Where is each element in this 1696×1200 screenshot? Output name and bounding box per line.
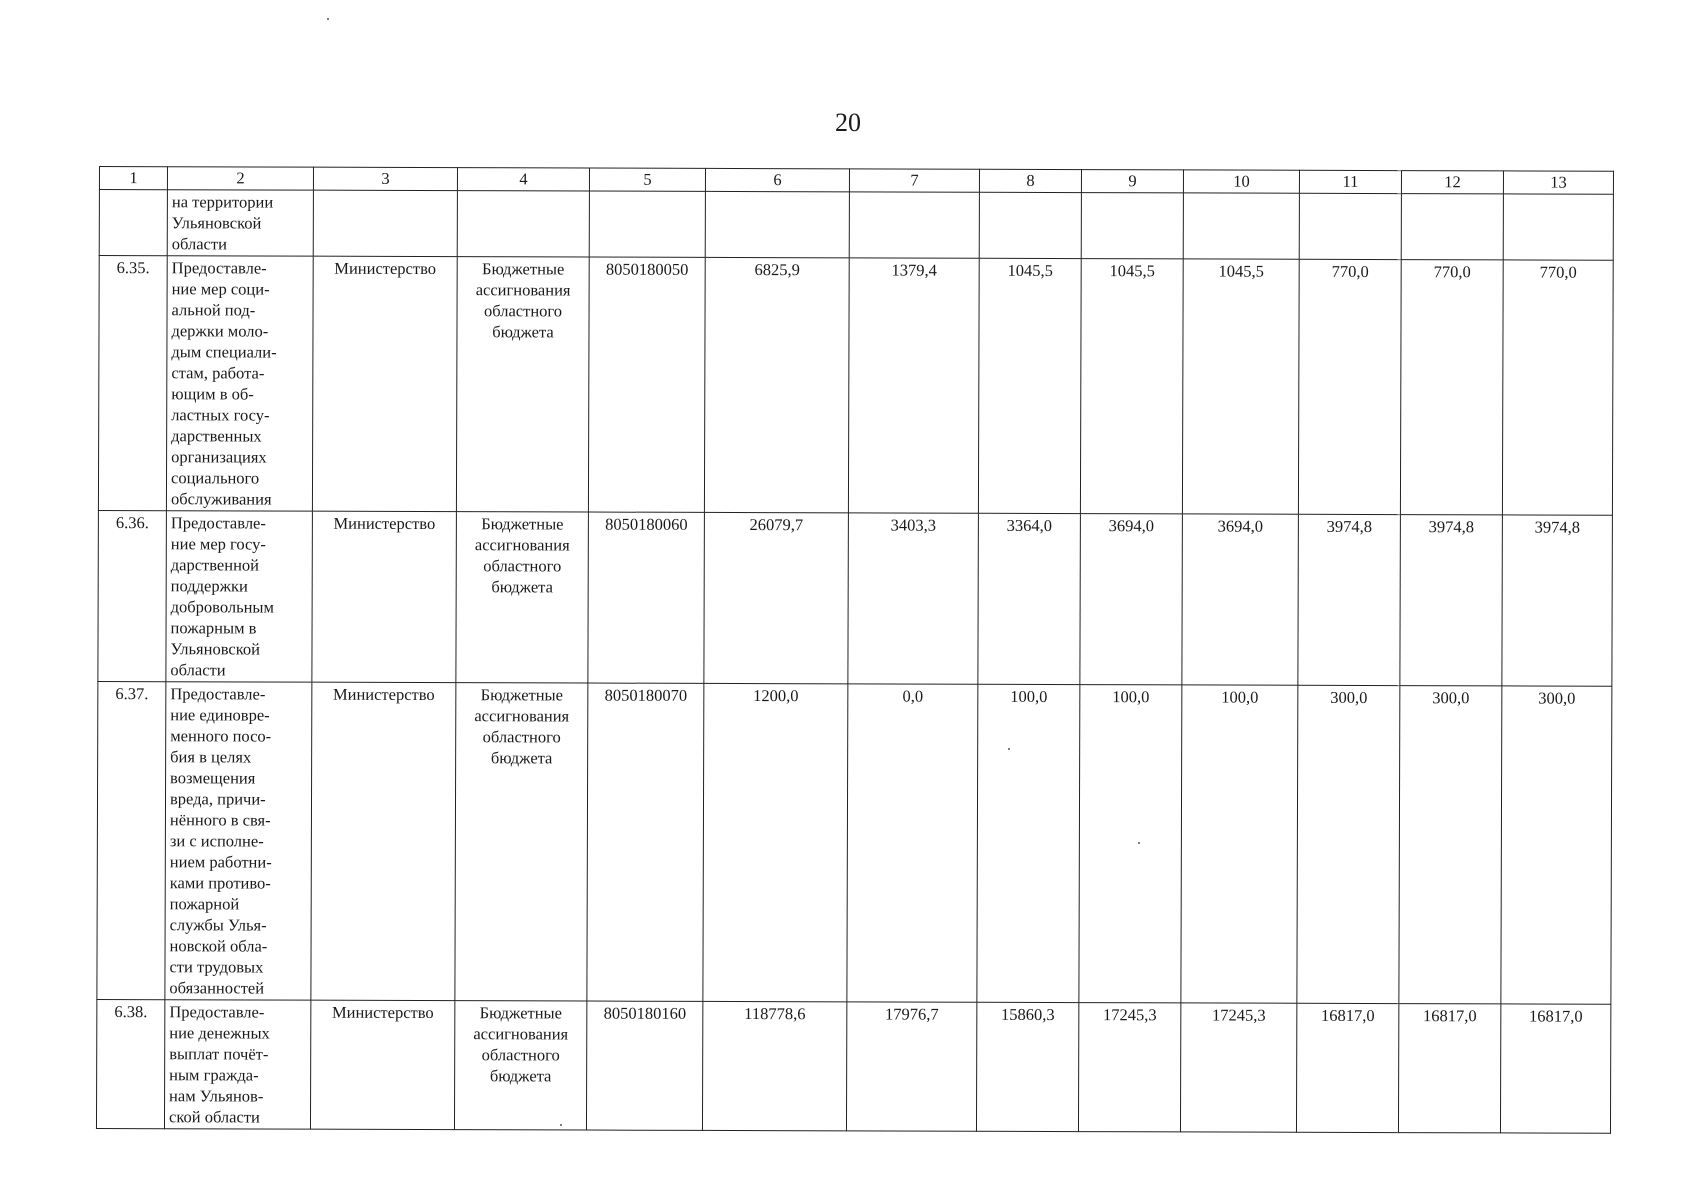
source-cell [456,257,589,512]
name-line: ющим в об- [171,384,254,404]
name-line: Предоставле- [170,513,266,533]
source-line: ассигнования [473,1024,569,1044]
name-line: области [170,660,226,680]
table-row [96,999,1610,1133]
empty-cell [849,192,979,258]
value-cell: 118778,6 [702,1001,846,1130]
name-line: поддержки [170,576,248,596]
source-line: ассигнования [474,706,570,726]
source-line: Бюджетные [481,259,565,279]
name-line: пожарной [169,894,240,914]
empty-cell [313,190,457,256]
value-cell: 300,0 [1297,685,1400,1003]
name-line: альной под- [171,300,256,320]
name-line: сти трудовых [169,957,264,977]
source-line: бюджета [492,322,554,342]
name-line: Ульяновской [171,213,262,233]
header-cell: 1 [99,167,167,190]
row-number-cell: 6.35. [98,256,167,511]
empty-cell [457,191,589,257]
source-line: Бюджетные [479,1003,563,1023]
source-line: Бюджетные [481,514,564,534]
header-cell: 7 [849,169,979,192]
header-cell: 8 [979,169,1081,192]
source-line: бюджета [489,1066,552,1086]
row-name-cell [165,682,312,1000]
empty-cell [1183,193,1299,259]
name-line: дарственных [171,426,262,446]
name-line: ние мер госу- [170,534,266,554]
name-line: организациях [171,447,267,467]
code-cell: 8050180070 [587,683,704,1001]
name-line: новской обла- [169,936,268,956]
value-cell: 3974,8 [1502,515,1613,686]
name-line: ным гражда- [169,1065,259,1085]
name-line: ние денежных [169,1023,270,1043]
value-cell: 1379,4 [848,258,979,513]
value-cell: 26079,7 [704,512,849,683]
name-line: области [171,234,227,254]
row-number-cell: 6.38. [96,999,164,1128]
empty-cell [1503,194,1613,260]
page-number: 20 [835,108,861,137]
value-cell: 3403,3 [848,513,979,684]
executor-cell: Министерство [312,256,457,511]
empty-cell [979,192,1081,258]
executor-cell: Министерство [310,1000,454,1129]
value-cell: 6825,9 [704,257,849,512]
value-cell: 100,0 [1079,685,1182,1003]
value-cell: 1045,5 [978,258,1081,513]
header-cell: 6 [705,168,849,191]
row-number-cell [99,190,167,256]
executor-cell: Министерство [311,682,456,1000]
budget-table [96,166,1614,1134]
empty-cell [705,191,849,257]
scan-speck [1008,748,1010,750]
name-line: держки моло- [171,321,269,341]
source-cell [454,1001,586,1130]
value-cell: 3974,8 [1298,514,1401,685]
header-cell: 10 [1183,170,1299,193]
value-cell: 300,0 [1399,686,1502,1004]
source-line: ассигнования [475,280,571,300]
name-line: пожарным в [170,618,257,638]
scan-speck [1138,842,1140,844]
name-line: ние мер соци- [171,279,270,299]
name-line: менного посо- [170,726,272,746]
name-line: Предоставле- [171,258,267,278]
value-cell: 300,0 [1501,686,1612,1004]
header-cell: 5 [589,168,705,191]
value-cell: 1200,0 [703,683,848,1001]
header-cell: 12 [1401,171,1503,194]
scan-speck [560,1124,562,1126]
name-line: ние единовре- [170,705,270,725]
empty-cell [1081,193,1183,259]
value-cell: 17245,3 [1078,1003,1180,1132]
source-line: областного [484,301,563,321]
source-line: областного [483,556,562,576]
name-line: ками противо- [169,873,271,893]
name-line: нием работни- [169,852,272,872]
name-line: дым специали- [171,342,277,362]
scan-speck [327,18,329,20]
name-line: Предоставле- [169,1002,265,1022]
value-cell: 100,0 [977,684,1080,1002]
source-line: ассигнования [474,535,570,555]
value-cell: 15860,3 [976,1002,1078,1131]
source-line: Бюджетные [480,685,564,705]
name-line: Ульяновской [170,639,261,659]
name-line: нённого в свя- [169,810,271,830]
continuation-row [99,190,1613,261]
row-name-cell [164,1000,310,1129]
name-line: нам Ульянов- [169,1086,264,1106]
value-cell: 0,0 [847,684,978,1002]
name-line: возмещения [170,768,256,788]
name-line: ластных госу- [171,405,270,425]
row-number-cell: 6.36. [98,510,167,681]
row-name-cell [166,511,313,682]
source-line: бюджета [490,748,553,768]
source-line: областного [481,1045,560,1065]
code-cell: 8050180050 [588,257,705,512]
value-cell: 17245,3 [1180,1003,1296,1132]
source-cell [455,683,588,1001]
name-line: зи с исполне- [169,831,264,851]
name-line: выплат почёт- [169,1044,269,1064]
name-line: бия в целях [170,747,252,767]
value-cell: 3974,8 [1400,515,1503,686]
value-cell: 770,0 [1400,260,1503,515]
value-cell: 3364,0 [978,513,1081,684]
header-cell: 11 [1299,170,1401,193]
empty-cell [589,191,705,257]
code-cell: 8050180060 [588,512,705,683]
value-cell: 16817,0 [1296,1003,1398,1132]
source-line: бюджета [491,577,553,597]
value-cell: 770,0 [1298,259,1401,514]
name-line: Предоставле- [170,684,266,704]
header-cell: 4 [457,168,589,191]
header-cell: 2 [167,167,313,190]
code-cell: 8050180160 [586,1001,702,1130]
table-row [98,256,1613,516]
name-line: ской области [168,1107,260,1127]
name-line: добровольным [170,597,275,617]
header-cell: 9 [1081,170,1183,193]
table-row [98,510,1613,686]
row-number-cell: 6.37. [97,681,166,999]
name-line: обязанностей [169,978,265,998]
executor-cell: Министерство [312,511,457,682]
name-line: стам, работа- [171,363,265,383]
value-cell: 3694,0 [1182,514,1299,685]
name-line: социального [170,468,260,488]
header-cell: 3 [313,167,457,190]
name-line: на территории [171,192,274,212]
value-cell: 770,0 [1502,260,1613,515]
name-line: вреда, причи- [169,789,266,809]
name-line: дарственной [170,555,260,575]
row-name-cell [167,190,313,256]
value-cell: 16817,0 [1500,1004,1610,1133]
source-cell [456,512,589,683]
value-cell: 100,0 [1181,685,1298,1003]
row-name-cell [166,256,313,511]
name-line: обслуживания [170,489,272,509]
value-cell: 1045,5 [1080,259,1183,514]
value-cell: 1045,5 [1182,259,1299,514]
value-cell: 17976,7 [846,1002,976,1131]
table-row [97,681,1612,1004]
empty-cell [1401,194,1503,260]
empty-cell [1299,193,1401,259]
value-cell: 16817,0 [1398,1004,1500,1133]
value-cell: 3694,0 [1080,514,1183,685]
header-cell: 13 [1503,171,1613,194]
source-line: областного [482,727,561,747]
name-line: службы Улья- [169,915,267,935]
